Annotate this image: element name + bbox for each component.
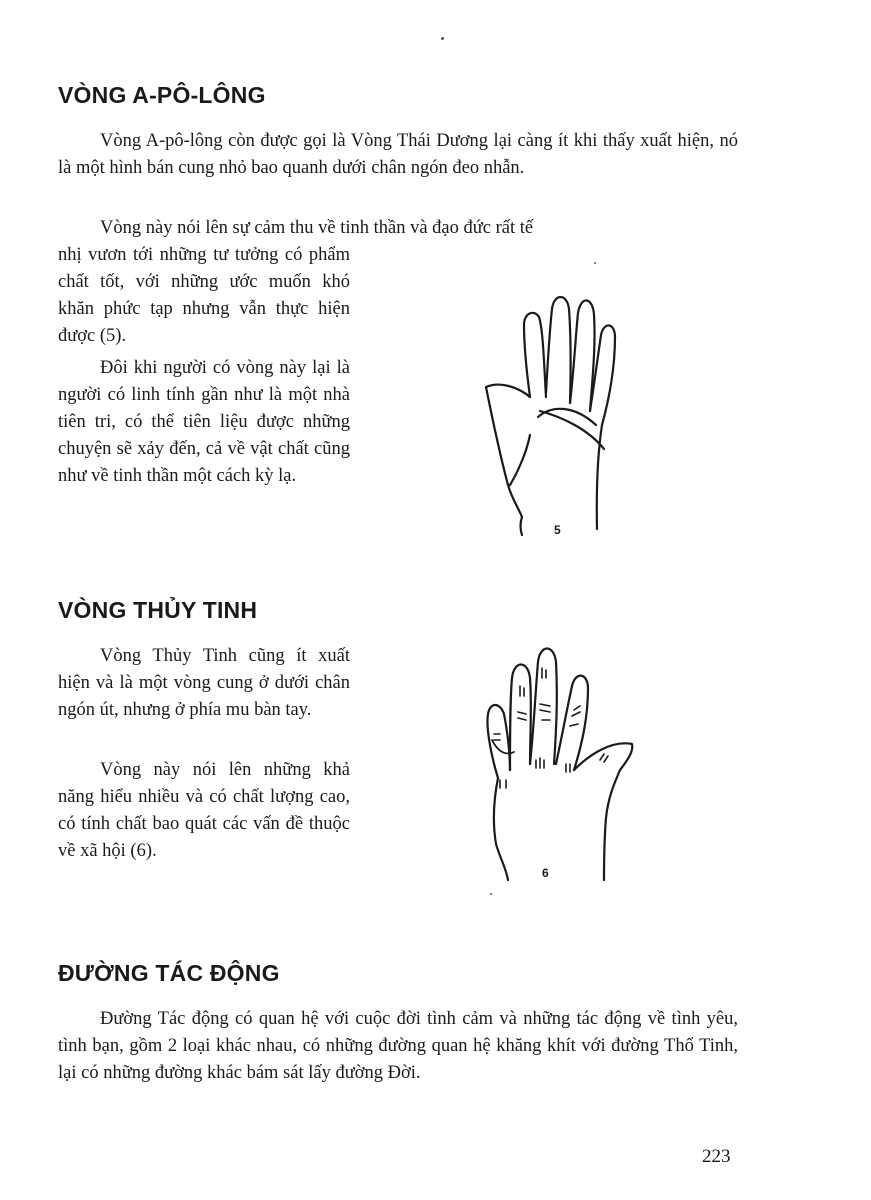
figure-6: [470, 640, 670, 890]
scan-speck: [594, 262, 596, 264]
palm-hand-figure-icon: [470, 285, 670, 545]
section-heading-apollo: VÒNG A-PÔ-LÔNG: [58, 82, 266, 108]
paragraph-apollo-intro: Vòng A-pô-lông còn được gọi là Vòng Thái Dương lại càng ít khi thấy xuất hiện, nó là một hình bán cung nhỏ bao quanh dưới chân ngón đeo nhẫn.: [58, 131, 738, 178]
paragraph-apollo-intuition: Đôi khi người có vòng này lại là người có linh tính gần như là một nhà tiên tri, có thể tiên liệu được những chuyện sẽ xảy đến, cả về vật chất cũng như về tinh thần một cách kỳ lạ.: [58, 358, 350, 486]
back-of-hand-figure-icon: [470, 640, 670, 890]
section-heading-mercury: VÒNG THỦY TINH: [58, 597, 258, 623]
scan-speck: [490, 893, 492, 895]
paragraph-mercury-intro: Vòng Thủy Tinh cũng ít xuất hiện và là một vòng cung ở dưới chân ngón út, nhưng ở phía mu bàn tay.: [58, 646, 350, 720]
scan-speck: [441, 37, 444, 40]
section-heading-influence-lines: ĐƯỜNG TÁC ĐỘNG: [58, 960, 280, 986]
paragraph-apollo-meaning-cont: nhị vươn tới những tư tưởng có phẩm chất tốt, với những ước muốn khó khăn phức tạp nhưng vẫn thực hiện được (5).: [58, 245, 350, 346]
paragraph-influence-lines: Đường Tác động có quan hệ với cuộc đời tình cảm và những tác động về tình yêu, tình bạn, gồm 2 loại khác nhau, có những đường quan hệ khăng khít với đường Thổ Tinh, lại có những đường khác bám sát lấy đường Đời.: [58, 1009, 738, 1083]
figure-5: [470, 285, 670, 545]
page-number: 223: [702, 1146, 731, 1167]
figure-5-label: 5: [554, 523, 561, 537]
figure-6-label: 6: [542, 866, 549, 880]
paragraph-apollo-meaning-start: Vòng này nói lên sự cảm thu về tinh thần và đạo đức rất tế: [100, 218, 534, 238]
paragraph-mercury-meaning: Vòng này nói lên những khả năng hiểu nhiều và có chất lượng cao, có tính chất bao quát các vấn đề thuộc về xã hội (6).: [58, 760, 350, 861]
